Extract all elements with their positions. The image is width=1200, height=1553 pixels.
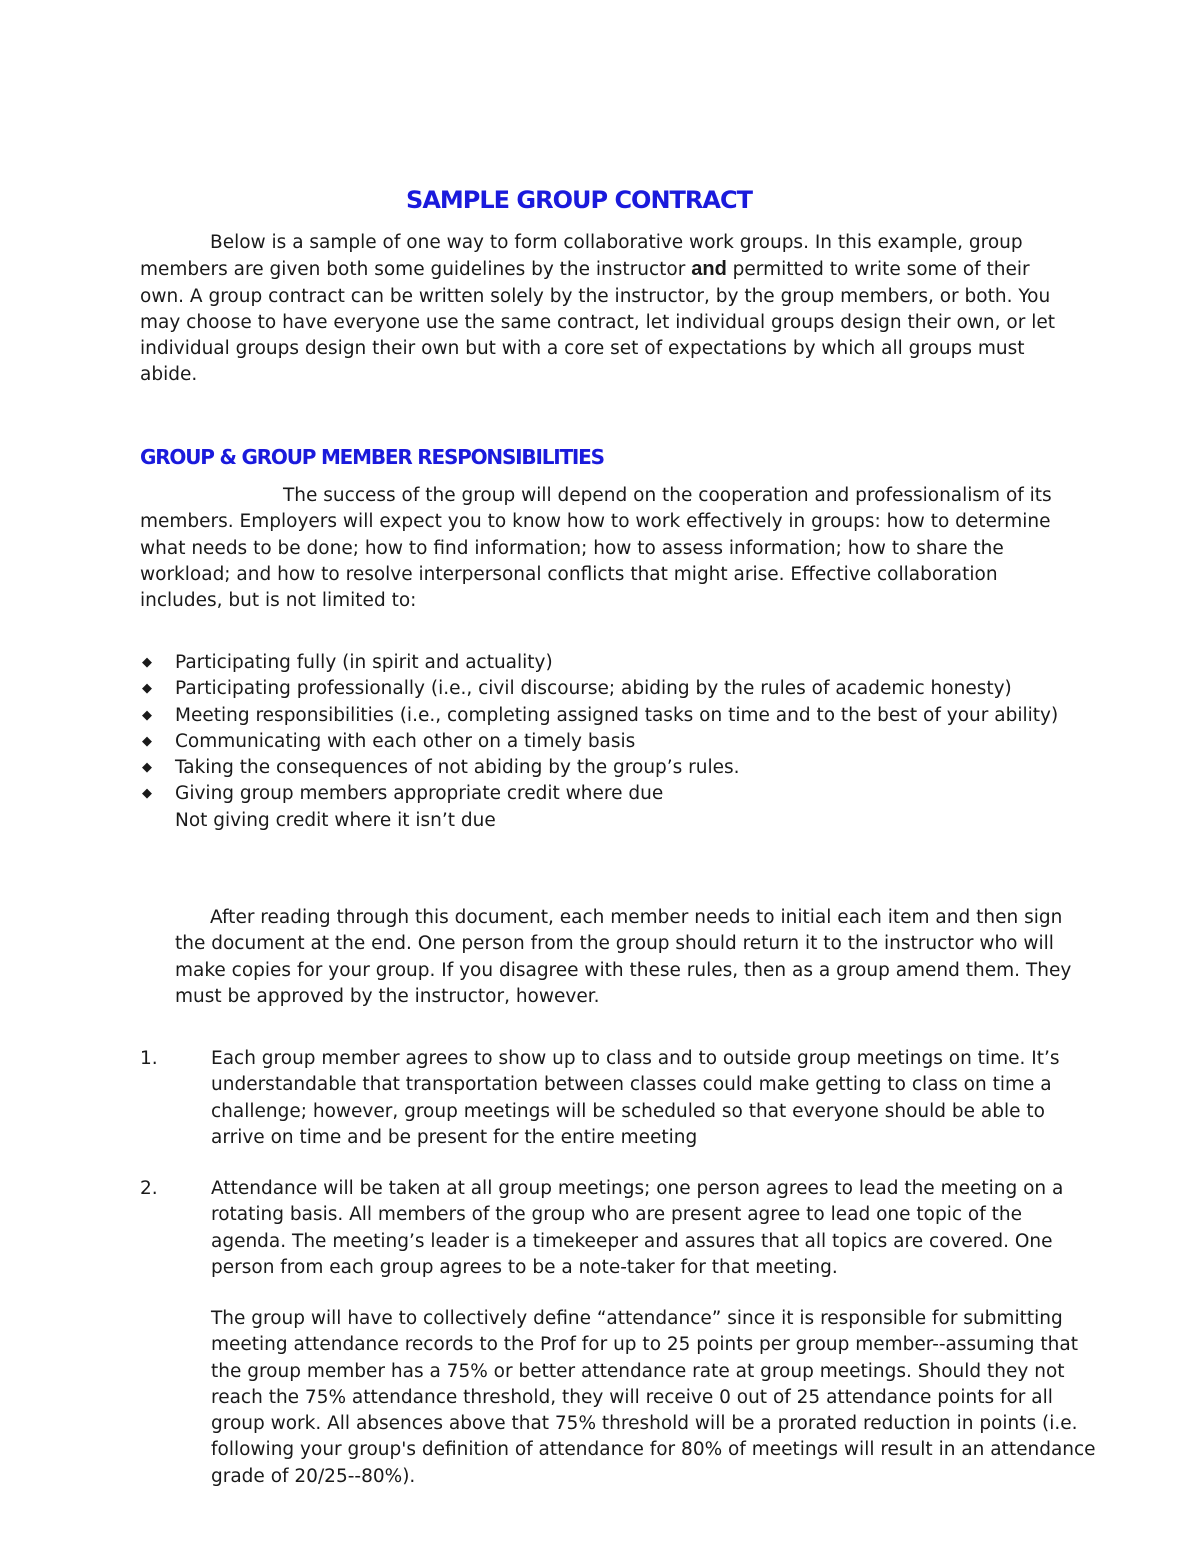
numbered-item-2 xyxy=(140,1176,1100,1281)
bullet-item xyxy=(140,650,1075,676)
diamond-bullet-icon: ◆ xyxy=(142,760,152,776)
item-number: 2. xyxy=(140,1178,158,1199)
responsibilities-paragraph: The success of the group will depend on the cooperation and professionalism of its members. Employers will expect you to know how to work effectively in groups: how to determine what needs to be done; how to find information; how to assess information; how to share the workload; and how to resolve interpersonal conflicts that might arise. Effective collaboration includes, but is not limited to: xyxy=(140,485,1052,612)
bullet-text: Participating professionally (i.e., civil discourse; abiding by the rules of academic honesty) xyxy=(175,678,1012,700)
bullet-text: Participating fully (in spirit and actuality) xyxy=(175,652,553,673)
bullet-item xyxy=(140,729,1075,755)
bullet-continuation xyxy=(140,808,1075,834)
diamond-bullet-icon: ◆ xyxy=(142,786,152,802)
bullet-text: Taking the consequences of not abiding by the group’s rules. xyxy=(175,757,740,779)
intro-text-part2: permitted to write some of their own. A group contract can be written solely by the instructor, by the group members, or both. You may choose to have everyone use the same contract, let individual groups design their own, or let individual groups design their own but with a core set of expectations by which all groups must abide. xyxy=(140,259,1055,386)
diamond-bullet-icon: ◆ xyxy=(142,681,152,697)
diamond-bullet-icon: ◆ xyxy=(142,733,152,749)
diamond-bullet-icon: ◆ xyxy=(142,655,152,670)
intro-paragraph xyxy=(140,230,1075,389)
bullet-text: Giving group members appropriate credit where due xyxy=(175,783,664,805)
bullet-item xyxy=(140,703,1075,729)
bullet-text: Meeting responsibilities (i.e., completing assigned tasks on time and to the best of your ability) xyxy=(175,704,1059,726)
bullet-item xyxy=(140,781,1075,807)
instructions-paragraph: After reading through this document, each member needs to initial each item and then sign the document at the end. One person from the group should return it to the instructor who will make copies for your group. If you disagree with these rules, then as a group amend them. They must be approved by the instructor, however. xyxy=(175,907,1072,1007)
item-number: 1. xyxy=(140,1048,158,1069)
responsibilities-heading: GROUP & GROUP MEMBER RESPONSIBILITIES xyxy=(140,445,604,469)
intro-bold-word: and xyxy=(691,258,727,281)
attendance-definition-paragraph: The group will have to collectively define “attendance” since it is responsible for submitting meeting attendance records to the Prof for up to 25 points per group member--assuming that the group member has a 75% or better attendance rate at group meetings. Should they not reach the 75% attendance threshold, they will receive 0 out of 25 attendance points for all group work. All absences above that 75% threshold will be a prorated reduction in points (i.e. following your group's definition of attendance for 80% of meetings will result in an attendance grade of 20/25--80%). xyxy=(211,1308,1096,1487)
bullet-item xyxy=(140,676,1075,702)
bullet-continuation-text: Not giving credit where it isn’t due xyxy=(175,809,496,831)
document-title: SAMPLE GROUP CONTRACT xyxy=(406,186,752,214)
intro-text-part1: Below is a sample of one way to form collaborative work groups. In this example, group members are given both some guidelines by the instructor xyxy=(140,232,1023,281)
diamond-bullet-icon: ◆ xyxy=(142,707,152,723)
item-text: Each group member agrees to show up to class and to outside group meetings on time. It’s understandable that transportation between classes could make getting to class on time a challenge; however, group meetings will be scheduled so that everyone should be able to arrive on time and be present for the entire meeting xyxy=(211,1048,1060,1148)
numbered-item-1 xyxy=(140,1046,1100,1151)
bullet-text: Communicating with each other on a timely basis xyxy=(175,730,636,752)
responsibilities-bullet-list xyxy=(140,650,1075,834)
item-text: Attendance will be taken at all group meetings; one person agrees to lead the meeting on a rotating basis. All members of the group who are present agree to lead one topic of the agenda. The meeting’s leader is a timekeeper and assures that all topics are covered. One person from each group agrees to be a note-taker for that meeting. xyxy=(211,1178,1064,1278)
bullet-item xyxy=(140,755,1075,781)
